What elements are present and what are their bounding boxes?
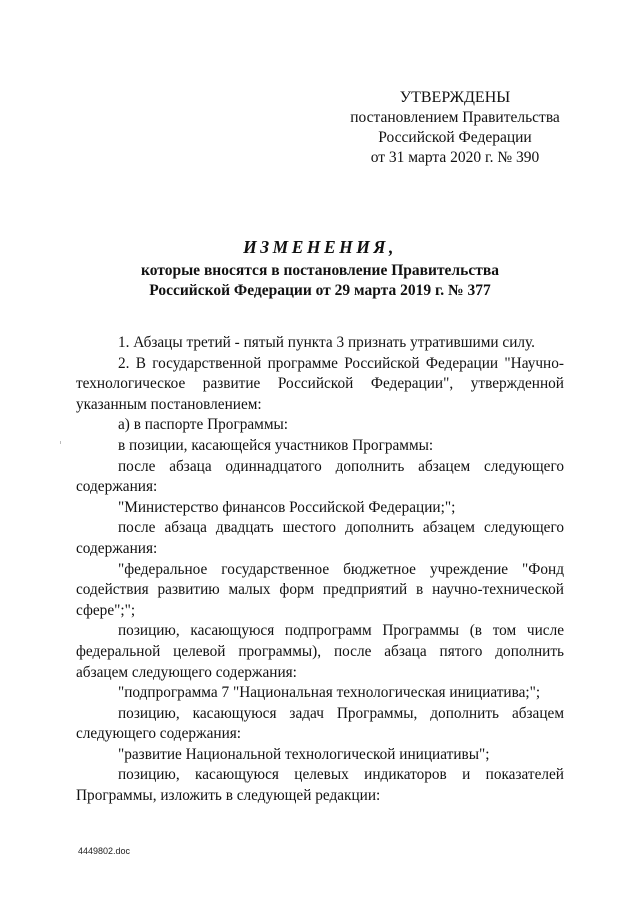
paragraph: а) в паспорте Программы:: [118, 416, 289, 434]
approval-line-date-number: от 31 марта 2020 г. № 390: [370, 149, 540, 166]
paragraph: позицию, касающуюся задач Программы, дополнить абзацем следующего содержания:: [76, 704, 564, 743]
approval-block: [338, 88, 572, 168]
document-body: [76, 333, 564, 807]
subtitle-line-2: Российской Федерации от 29 марта 2019 г. № 377: [149, 281, 491, 299]
approval-heading: УТВЕРЖДЕНЫ: [399, 89, 511, 106]
paragraph: "федеральное государственное бюджетное учреждение "Фонд содействия развитию малых форм предприятий в научно-технической сфере";";: [76, 560, 564, 619]
paragraph: "развитие Национальной технологической инициативы";: [118, 745, 490, 763]
paragraph: 1. Абзацы третий - пятый пункта 3 признать утратившими силу.: [118, 334, 535, 351]
paragraph: позицию, касающуюся подпрограмм Программы (в том числе федеральной целевой программы), после абзаца пятого дополнить абзацем следующего содержания:: [76, 622, 564, 681]
paragraph: 2. В государственной программе Российской Федерации "Научно-технологическое развитие Российской Федерации", утвержденной указанным постановлением:: [76, 354, 564, 413]
paragraph: "подпрограмма 7 "Национальная технологическая инициатива;";: [118, 684, 541, 702]
document-subtitle: [0, 261, 640, 300]
margin-mark: [60, 441, 61, 444]
paragraph: "Министерство финансов Российской Федерации;";: [118, 498, 456, 516]
paragraph: в позиции, касающейся участников Программы:: [118, 436, 434, 454]
paragraph: после абзаца одиннадцатого дополнить абзацем следующего содержания:: [76, 457, 564, 496]
subtitle-line-1: которые вносятся в постановление Правительства: [141, 262, 499, 279]
paragraph: позицию, касающуюся целевых индикаторов и показателей Программы, изложить в следующей редакции:: [76, 766, 564, 805]
document-title: ИЗМЕНЕНИЯ,: [243, 237, 397, 257]
paragraph: после абзаца двадцать шестого дополнить абзацем следующего содержания:: [76, 519, 564, 557]
approval-line-decree: постановлением Правительства: [350, 109, 560, 126]
approval-line-country: Российской Федерации: [378, 129, 532, 146]
file-name-footer: 4449802.doc: [78, 846, 131, 856]
